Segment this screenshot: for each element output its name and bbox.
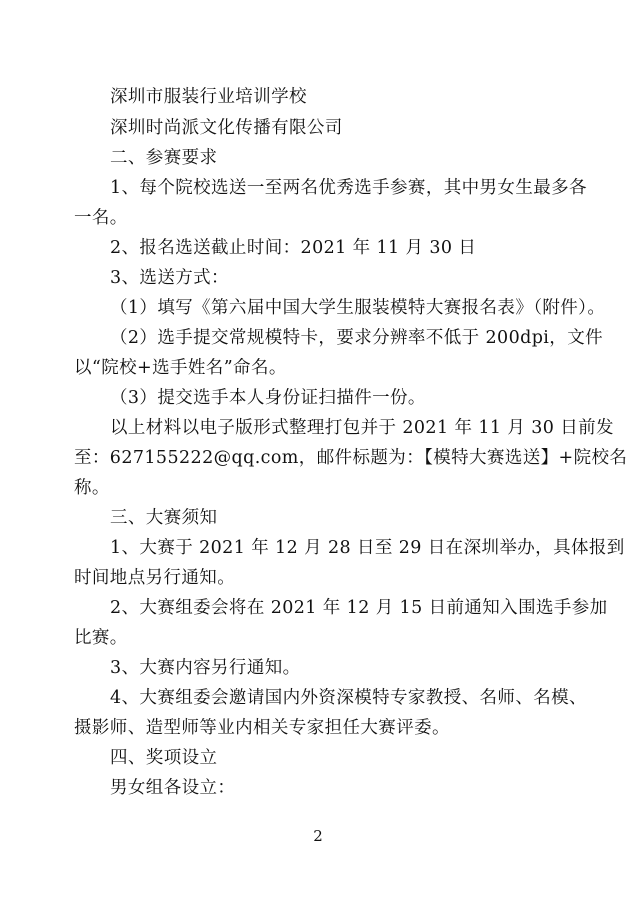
submission-note-line-2: 至：627155222@qq.com，邮件标题为：【模特大赛选送】+院校名 <box>74 448 628 468</box>
submission-note-line-1: 以上材料以电子版形式整理打包并于 2021 年 11 月 30 日前发 <box>110 418 614 438</box>
requirement-3-sub-1: （1）填写《第六届中国大学生服装模特大赛报名表》（附件）。 <box>110 298 606 318</box>
notice-4-line-2: 摄影师、造型师等业内相关专家担任大赛评委。 <box>74 718 450 738</box>
notice-1-line-1: 1、大赛于 2021 年 12 月 28 日至 29 日在深圳举办，具体报到 <box>110 538 625 558</box>
notice-4-line-1: 4、大赛组委会邀请国内外资深模特专家教授、名师、名模、 <box>110 688 587 708</box>
submission-note-line-3: 称。 <box>74 478 110 498</box>
requirement-2: 2、报名选送截止时间：2021 年 11 月 30 日 <box>110 238 477 258</box>
requirement-1-line-1: 1、每个院校选送一至两名优秀选手参赛，其中男女生最多各 <box>110 178 587 198</box>
requirement-3-sub-3: （3）提交选手本人身份证扫描件一份。 <box>110 388 426 408</box>
organizer-company: 深圳时尚派文化传播有限公司 <box>110 118 343 138</box>
organizer-school: 深圳市服装行业培训学校 <box>110 87 307 107</box>
awards-line-1: 男女组各设立： <box>110 778 236 798</box>
requirement-3-sub-2-line-2: 以“院校+选手姓名”命名。 <box>74 358 287 378</box>
requirement-1-line-2: 一名。 <box>74 208 128 228</box>
notice-2-line-1: 2、大赛组委会将在 2021 年 12 月 15 日前通知入围选手参加 <box>110 598 608 618</box>
notice-3: 3、大赛内容另行通知。 <box>110 658 301 678</box>
notice-2-line-2: 比赛。 <box>74 628 128 648</box>
notice-1-line-2: 时间地点另行通知。 <box>74 568 236 588</box>
requirement-3-sub-2-line-1: （2）选手提交常规模特卡，要求分辨率不低于 200dpi，文件 <box>110 328 603 348</box>
page-number: 2 <box>313 827 323 845</box>
section-heading-awards: 四、奖项设立 <box>110 748 218 768</box>
requirement-3: 3、选送方式： <box>110 268 229 288</box>
section-heading-notice: 三、大赛须知 <box>110 508 218 528</box>
section-heading-requirements: 二、参赛要求 <box>110 148 218 168</box>
